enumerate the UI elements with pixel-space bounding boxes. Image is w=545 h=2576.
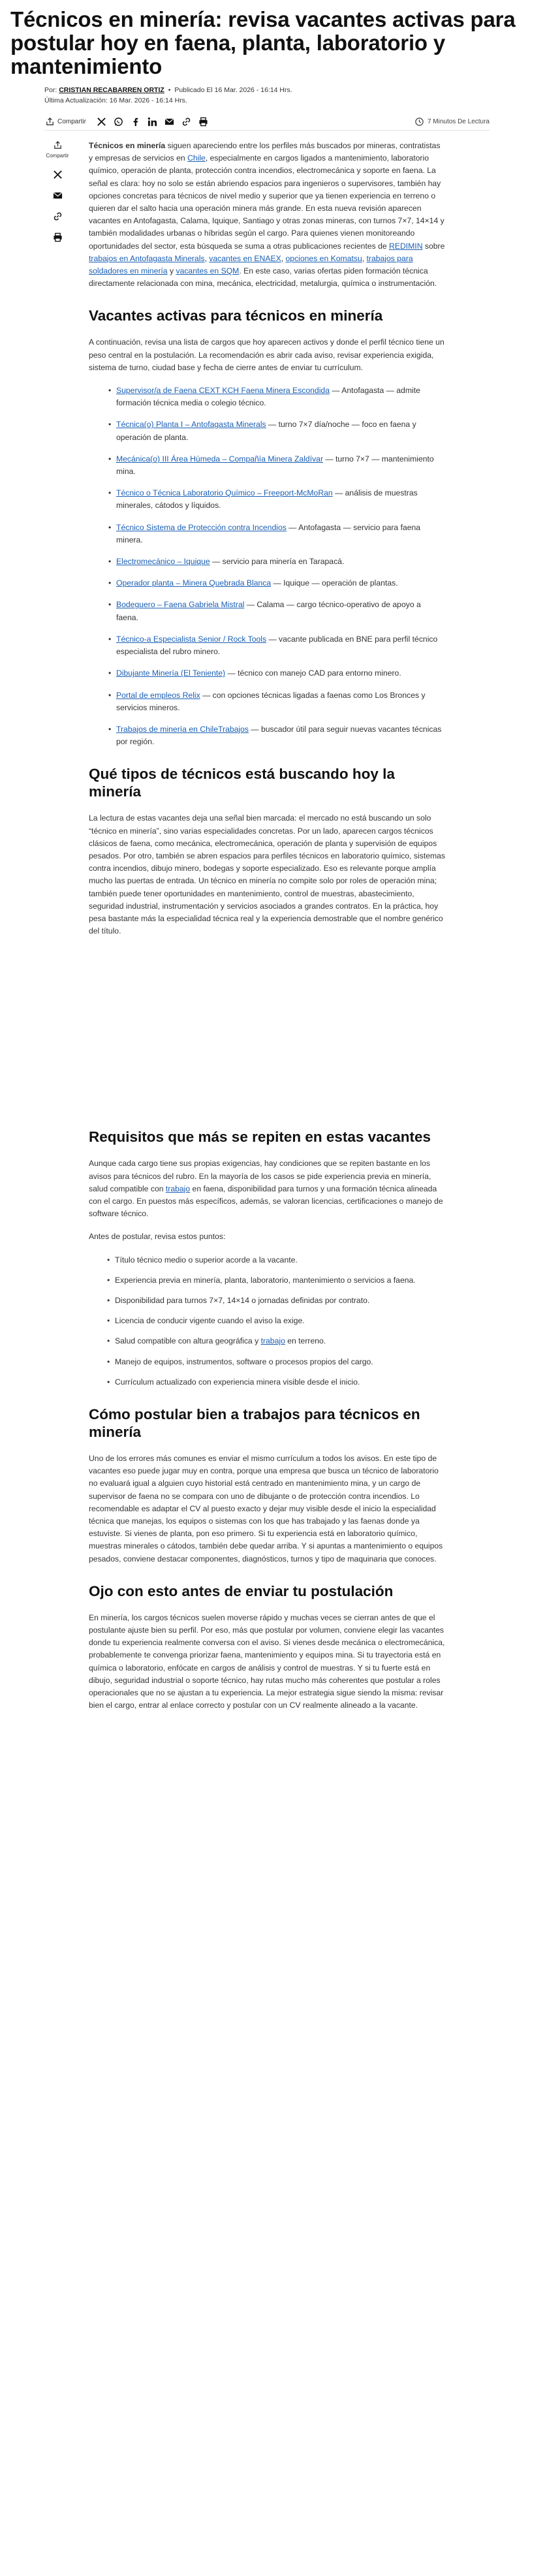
section-title-ojo: Ojo con esto antes de enviar tu postulación	[89, 1582, 394, 1599]
paragraph-text: en faena, disponibilidad para turnos y una formación técnica alineada con el cargo. En puestos más específicos, además, se valoran licencias, certificaciones o manejo de software técnico.	[89, 1184, 443, 1219]
email-icon[interactable]	[164, 117, 175, 127]
share-button[interactable]	[44, 117, 86, 127]
section-paragraph-ojo: En minería, los cargos técnicos suelen moverse rápido y muchas veces se cierran antes de que el postulante ajuste bien su perfil. Por eso, más que postular por volumen, conviene elegir las vacantes donde tu experiencia realmente conversa con el aviso. Si vienes desde mecánica o electromecánica, probablemente te convenga priorizar faena, mantenimiento y equipos mina. Si tu trayectoria está en química o laboratorio, enfócate en cargos de análisis y control de muestras. Y si tu fuerte está en dibujo, seguridad industrial o soporte técnico, hay rutas mucho más coherentes que postular a roles operacionales que no se ajustan a tu experiencia. La mejor estrategia sigue siendo la misma: revisar bien el cargo, entrar al enlace correcto y postular con un CV realmente alineado a la vacante.	[89, 1612, 445, 1710]
clock-icon	[414, 117, 425, 127]
job-offers-list	[89, 385, 445, 748]
intro-paragraph	[89, 140, 445, 290]
share-icons	[97, 117, 209, 127]
side-share-icon[interactable]	[52, 140, 63, 150]
link-icon[interactable]	[181, 117, 192, 127]
intro-text: ,	[281, 253, 286, 263]
section-paragraph-tipos: La lectura de estas vacantes deja una señal bien marcada: el mercado no está buscando un solo “técnico en minería”, sino varias especialidades concretas. Por un lado, aparecen cargos técnicos clásicos de faena, como mecánica, electromecánica, operación de planta y supervisión de equipos pesados. Por otro, también se abren espacios para perfiles técnicos en laboratorio químico, sistemas contra incendios, dibujo minero, bodegas y soporte especializado. Eso es relevante porque amplía mucho las puertas de entrada. Un técnico en minería no compite solo por roles de operación mina; también puede tener oportunidades en mantenimiento, control de muestras, abastecimiento, seguridad industrial, instrumentación y servicios asociados a grandes contratos. En la práctica, hoy pesa bastante más la especialidad técnica real y la experiencia demostrable que el nombre genérico del título.	[89, 813, 446, 936]
published-date: Publicado El 16 Mar. 2026 - 16:14 Hrs.	[174, 86, 292, 94]
updated-date: Última Actualización: 16 Mar. 2026 - 16:14 Hrs.	[44, 97, 187, 104]
job-offer-item	[89, 453, 445, 478]
section-paragraph-postular: Uno de los errores más comunes es enviar el mismo currículum a todos los avisos. En este tipo de vacantes eso puede jugar muy en contra, porque una empresa que busca un técnico de laboratorio no evaluará igual a alguien cuyo historial está centrado en mantenimiento mina, y un cargo de supervisor de faena no se compara con uno de dibujante o de protección contra incendios. Lo recomendable es adaptar el CV al puesto exacto y dejar muy visible desde el inicio la especialidad técnica que manejas, los equipos o sistemas con los que has trabajado y las faenas donde ya estuviste. Si vienes de planta, pon eso primero. Si tu experiencia está en laboratorio químico, muestras minerales o cátodos, también debe quedar arriba. Y si apuntas a mantenimiento o equipos pesados, conviene destacar componentes, diagnósticos, turnos y tipo de maquinaria que conoces.	[89, 1453, 443, 1563]
job-offer-item	[89, 385, 445, 409]
facebook-icon[interactable]	[131, 117, 141, 127]
side-email-icon[interactable]	[52, 190, 63, 200]
job-offer-link[interactable]: Mecánica(o) III Área Húmeda – Compañía Minera Zaldívar	[116, 454, 324, 463]
job-offer-item	[89, 723, 445, 748]
paragraph-text: Aunque cada cargo tiene sus propias exigencias, hay condiciones que se repiten bastante en los avisos para técnicos del rubro. En la mayoría de los casos se pide experiencia previa en minería, salud compatible con	[89, 1159, 431, 1193]
requirement-item: • Experiencia previa en minería, planta, laboratorio, mantenimiento o servicios a faena.	[89, 1274, 445, 1287]
job-offer-item	[89, 577, 445, 589]
job-offer-desc: — Antofagasta — servicio para faena minera.	[116, 522, 421, 544]
byline-line-1	[44, 85, 545, 95]
side-x-icon[interactable]	[52, 169, 63, 180]
share-icon	[44, 117, 55, 127]
job-offer-desc: — técnico con manejo CAD para entorno minero.	[225, 668, 401, 678]
job-offer-desc: — Antofagasta — admite formación técnica media o colegio técnico.	[116, 386, 420, 408]
soldadores-link[interactable]: trabajos para soldadores en minería	[89, 253, 413, 276]
job-offer-link[interactable]: Técnico-a Especialista Senior / Rock Tools	[116, 634, 267, 644]
requirement-item: • Disponibilidad para turnos 7×7, 14×14 o jornadas definidas por contrato.	[89, 1295, 445, 1307]
requirement-item: • Licencia de conducir vigente cuando el aviso la exige.	[89, 1315, 445, 1327]
job-offer-item	[89, 418, 445, 443]
intro-text: sobre	[422, 241, 445, 251]
intro-text: siguen apareciendo entre los perfiles más buscados por mineras, contratistas y empresas de servicios en	[89, 141, 441, 163]
chile-link[interactable]: Chile	[187, 153, 206, 163]
section-title-tipos: Qué tipos de técnicos está buscando hoy la minería	[89, 766, 395, 800]
job-offer-link[interactable]: Trabajos de minería en ChileTrabajos	[116, 724, 249, 734]
byline-separator: •	[168, 86, 171, 94]
job-offer-link[interactable]: Técnica(o) Planta I – Antofagasta Minerals	[116, 420, 266, 430]
job-offer-link[interactable]: Dibujante Minería (El Teniente)	[116, 668, 226, 678]
section-title-postular: Cómo postular bien a trabajos para técnicos en minería	[89, 1406, 420, 1440]
section-title-vacantes: Vacantes activas para técnicos en minería	[89, 307, 383, 324]
trabajo-link[interactable]: trabajo	[165, 1184, 191, 1193]
trabajo-link[interactable]: trabajo	[260, 1336, 285, 1346]
job-offer-desc: — Calama — cargo técnico-operativo de apoyo a faena.	[116, 600, 421, 622]
job-offer-desc: — buscador útil para seguir nuevas vacantes técnicas por región.	[116, 724, 442, 747]
intro-text: ,	[362, 253, 367, 263]
requirement-text: en terreno.	[285, 1336, 326, 1346]
job-offer-item	[89, 689, 445, 714]
job-offer-item	[89, 667, 445, 680]
article-headline: Técnicos en minería: revisa vacantes activas para postular hoy en faena, planta, laboratorio y mantenimiento	[10, 7, 516, 78]
content-wrap	[0, 140, 545, 1712]
share-label: Compartir	[57, 118, 86, 125]
blank-space	[89, 948, 445, 1111]
section-paragraph-checklist-intro: Antes de postular, revisa estos puntos:	[89, 1232, 226, 1242]
author-link[interactable]: CRISTIAN RECABARREN ORTIZ	[59, 86, 164, 94]
job-offer-desc: — turno 7×7 día/noche — foco en faena y operación de planta.	[116, 420, 416, 442]
intro-text: , especialmente en cargos ligados a mantenimiento, laboratorio químico, operación de planta, protección contra incendios, electromecánica y soporte en faena. La señal es clara: hoy no solo se están abriendo espacios para ingenieros o supervisores, también hay opciones concretas para técnicos de nivel medio y superior que ya tienen experiencia en terreno o quieren dar el salto hacia una operación minera más grande. En esta nueva revisión aparecen vacantes en Antofagasta, Calama, Iquique, Santiago y otras zonas mineras, con turnos 7×7, 14×14 y también modalidades urbanas o híbridas según el cargo. Para quienes vienen monitoreando oportunidades del sector, esta búsqueda se suma a otras publicaciones recientes de	[89, 153, 444, 251]
job-offer-desc: — análisis de muestras minerales, cátodos y líquidos.	[116, 488, 418, 510]
job-offer-desc: — turno 7×7 — mantenimiento mina.	[116, 454, 434, 477]
intro-text: ,	[204, 253, 210, 263]
requirement-item: • Currículum actualizado con experiencia minera visible desde el inicio.	[89, 1376, 445, 1389]
x-icon[interactable]	[97, 117, 107, 127]
intro-strong: Técnicos en minería	[89, 141, 166, 150]
job-offer-link[interactable]: Técnico o Técnica Laboratorio Químico – Freeport-McMoRan	[116, 488, 333, 498]
job-offer-link[interactable]: Bodeguero – Faena Gabriela Mistral	[116, 600, 245, 610]
job-offer-link[interactable]: Técnico Sistema de Protección contra Incendios	[116, 522, 287, 532]
requirement-item	[89, 1335, 445, 1347]
section-title-requisitos: Requisitos que más se repiten en estas vacantes	[89, 1129, 431, 1146]
antofagasta-link[interactable]: trabajos en Antofagasta Minerals	[89, 253, 205, 263]
job-offer-link[interactable]: Supervisor/a de Faena CEXT KCH Faena Minera Escondida	[116, 386, 330, 396]
intro-text: y	[167, 266, 176, 276]
requirement-item: • Título técnico medio o superior acorde a la vacante.	[89, 1254, 445, 1266]
reading-time	[414, 117, 490, 127]
job-offer-desc: — Iquique — operación de plantas.	[271, 578, 398, 588]
reading-time-label: 7 Minutos De Lectura	[427, 118, 490, 125]
whatsapp-icon[interactable]	[114, 117, 124, 127]
job-offer-desc: — con opciones técnicas ligadas a faenas como Los Bronces y servicios mineros.	[116, 690, 426, 712]
komatsu-link[interactable]: opciones en Komatsu	[285, 253, 362, 263]
enaex-link[interactable]: vacantes en ENAEX	[209, 253, 281, 263]
requirement-item: • Manejo de equipos, instrumentos, software o procesos propios del cargo.	[89, 1356, 445, 1368]
job-offer-desc: — vacante publicada en BNE para perfil técnico especialista del rubro minero.	[116, 634, 438, 657]
side-share-label: Compartir	[46, 153, 69, 159]
section-paragraph-requisitos	[89, 1157, 445, 1220]
job-offer-link[interactable]: Portal de empleos Relix	[116, 690, 200, 700]
job-offer-link[interactable]: Operador planta – Minera Quebrada Blanca	[116, 578, 272, 588]
job-offer-item	[89, 522, 445, 546]
job-offer-desc: — servicio para minería en Tarapacá.	[210, 557, 345, 567]
intro-text: . En este caso, varias ofertas piden formación técnica directamente relacionada con mina, mecánica, electricidad, metalurgia, química o instrumentación.	[89, 266, 437, 289]
requirements-list	[89, 1254, 445, 1389]
redimin-link[interactable]: REDIMIN	[389, 241, 423, 251]
job-offer-item	[89, 633, 445, 658]
job-offer-item	[89, 556, 445, 568]
side-share-bar	[44, 140, 70, 242]
sqm-link[interactable]: vacantes en SQM	[176, 266, 240, 276]
linkedin-icon[interactable]	[148, 117, 158, 127]
job-offer-link[interactable]: Electromecánico – Iquique	[116, 557, 210, 567]
requirement-text: Salud compatible con altura geográfica y	[115, 1336, 261, 1346]
share-bar	[44, 114, 490, 131]
job-offer-item	[89, 487, 445, 512]
side-link-icon[interactable]	[52, 211, 63, 221]
por-label: Por:	[44, 86, 57, 94]
side-print-icon[interactable]	[52, 232, 63, 242]
print-icon[interactable]	[198, 117, 209, 127]
job-offer-item	[89, 599, 445, 623]
byline	[0, 78, 545, 106]
article-body	[89, 140, 445, 1712]
section-intro-vacantes: A continuación, revisa una lista de cargos que hoy aparecen activos y donde el perfil técnico tiene un peso central en la postulación. La recomendación es abrir cada aviso, revisar experiencia exigida, sistema de turno, ciudad base y fecha de cierre antes de enviar tu currículum.	[89, 338, 444, 372]
